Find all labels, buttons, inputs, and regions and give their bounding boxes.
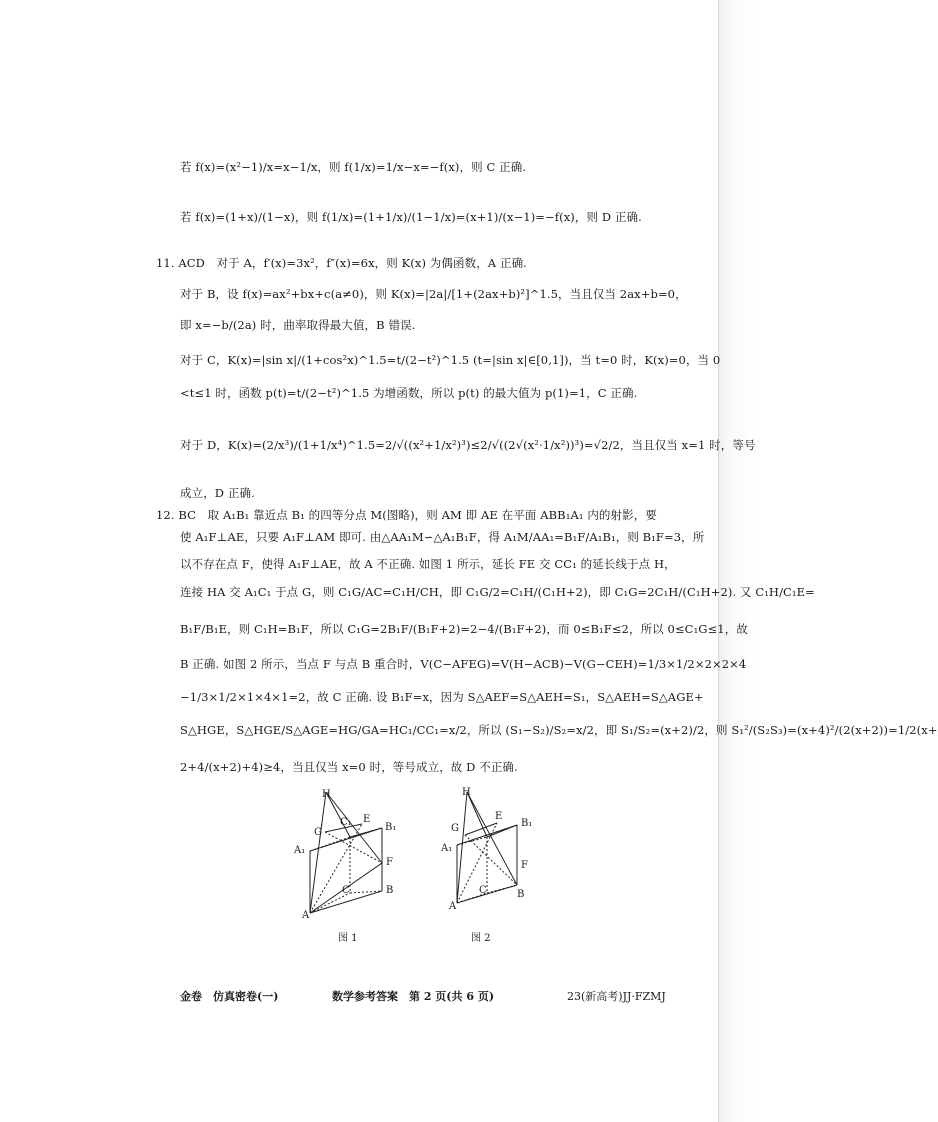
- fig2-label-h: H: [462, 787, 471, 798]
- fig1-label-h: H: [322, 789, 331, 800]
- answer-12-line4: 连接 HA 交 A₁C₁ 于点 G，则 C₁G/AC=C₁H/CH，即 C₁G/2=C₁H/(C₁H+2)，即 C₁G=2C₁H/(C₁H+2). 又 C₁H/C₁E=: [180, 585, 815, 599]
- answer-12-line5: B₁F/B₁E，则 C₁H=B₁F，所以 C₁G=2B₁F/(B₁F+2)=2−4/(B₁F+2)，而 0≤B₁F≤2，所以 0≤C₁G≤1，故: [180, 622, 748, 636]
- answer-12-line3: 以不存在点 F，使得 A₁F⊥AE，故 A 不正确. 如图 1 所示，延长 FE 交 CC₁ 的延长线于点 H，: [180, 557, 676, 571]
- fig2-label-b1: B₁: [521, 818, 533, 829]
- answer-11-d: 对于 D，K(x)=(2/x³)/(1+1/x⁴)^1.5=2/√((x²+1/x²)³)≤2/√((2√(x²·1/x²))³)=√2/2，当且仅当 x=1 时，等号: [180, 438, 756, 452]
- fig2-label-g: G: [451, 823, 459, 834]
- fig2-label-b: B: [517, 889, 525, 900]
- fig1-label-c: C: [342, 885, 350, 896]
- fig2-label-a1: A₁: [441, 843, 453, 854]
- answer-12-line7: −1/3×1/2×1×4×1=2，故 C 正确. 设 B₁F=x，因为 S△AEF=S△AEH=S₁，S△AEH=S△AGE+: [180, 690, 704, 704]
- answer-11-b: 对于 B，设 f(x)=ax²+bx+c(a≠0)，则 K(x)=|2a|/[1+(2ax+b)²]^1.5，当且仅当 2ax+b=0，: [180, 287, 687, 301]
- text-line-c: 若 f(x)=(x²−1)/x=x−1/x，则 f(1/x)=1/x−x=−f(x)，则 C 正确.: [180, 160, 527, 174]
- figure-2: [435, 785, 555, 944]
- figure-1-diagram: [290, 785, 410, 925]
- fig2-label-f: F: [521, 860, 528, 871]
- answer-12-heading: 12. BC 取 A₁B₁ 靠近点 B₁ 的四等分点 M(图略)，则 AM 即 AE 在平面 ABB₁A₁ 内的射影，要: [156, 508, 657, 522]
- fig2-label-c: C: [479, 885, 487, 896]
- fig1-label-b: B: [386, 885, 394, 896]
- answer-12-line9: 2+4/(x+2)+4)≥4，当且仅当 x=0 时，等号成立，故 D 不正确.: [180, 760, 518, 774]
- figure-2-caption: 图 2: [471, 933, 491, 944]
- fig2-label-e: E: [495, 811, 503, 822]
- answer-11-b-cont: 即 x=−b/(2a) 时，曲率取得最大值，B 错误.: [180, 318, 416, 332]
- fig1-label-g: G: [314, 827, 322, 838]
- text-line-d: 若 f(x)=(1+x)/(1−x)，则 f(1/x)=(1+1/x)/(1−1/x)=(x+1)/(x−1)=−f(x)，则 D 正确.: [180, 210, 642, 224]
- fig1-label-a1: A₁: [294, 845, 306, 856]
- answer-11-heading: 11. ACD 对于 A，f′(x)=3x²，f″(x)=6x，则 K(x) 为偶函数，A 正确.: [156, 256, 527, 270]
- figure-1-caption: 图 1: [338, 933, 358, 944]
- answer-12-line8: S△HGE，S△HGE/S△AGE=HG/GA=HC₁/CC₁=x/2，所以 (S₁−S₂)/S₂=x/2，即 S₁/S₂=(x+2)/2，则 S₁²/(S₂S₃)=(x+4)²/(2(x+2))=1/2(x+: [180, 723, 938, 737]
- fig1-label-f: F: [386, 857, 393, 868]
- answer-11-d-cont: 成立，D 正确.: [180, 486, 255, 500]
- answer-12-line2: 使 A₁F⊥AE，只要 A₁F⊥AM 即可. 由△AA₁M∽△A₁B₁F，得 A₁M/AA₁=B₁F/A₁B₁，则 B₁F=3，所: [180, 530, 705, 544]
- fig1-label-b1: B₁: [385, 822, 397, 833]
- fig2-label-a: A: [449, 901, 457, 912]
- fig1-label-e: E: [363, 814, 371, 825]
- page-edge-shadow: [718, 0, 795, 1122]
- fig1-label-c1: C₁: [340, 817, 352, 828]
- figure-1: [290, 785, 410, 944]
- answer-11-c-cont: <t≤1 时，函数 p(t)=t/(2−t²)^1.5 为增函数，所以 p(t) 的最大值为 p(1)=1，C 正确.: [180, 386, 638, 400]
- footer-page-number: 数学参考答案 第 2 页(共 6 页): [332, 990, 495, 1003]
- footer-code: 23(新高考)JJ·FZMJ: [567, 990, 666, 1003]
- answer-11-c: 对于 C，K(x)=|sin x|/(1+cos²x)^1.5=t/(2−t²)^1.5 (t=|sin x|∈[0,1])，当 t=0 时，K(x)=0，当 0: [180, 353, 721, 367]
- answer-12-line6: B 正确. 如图 2 所示，当点 F 与点 B 重合时，V(C−AFEG)=V(H−ACB)−V(G−CEH)=1/3×1/2×2×2×4: [180, 657, 747, 671]
- footer-series: 金卷 仿真密卷(一): [180, 990, 279, 1003]
- fig1-label-a: A: [302, 910, 310, 921]
